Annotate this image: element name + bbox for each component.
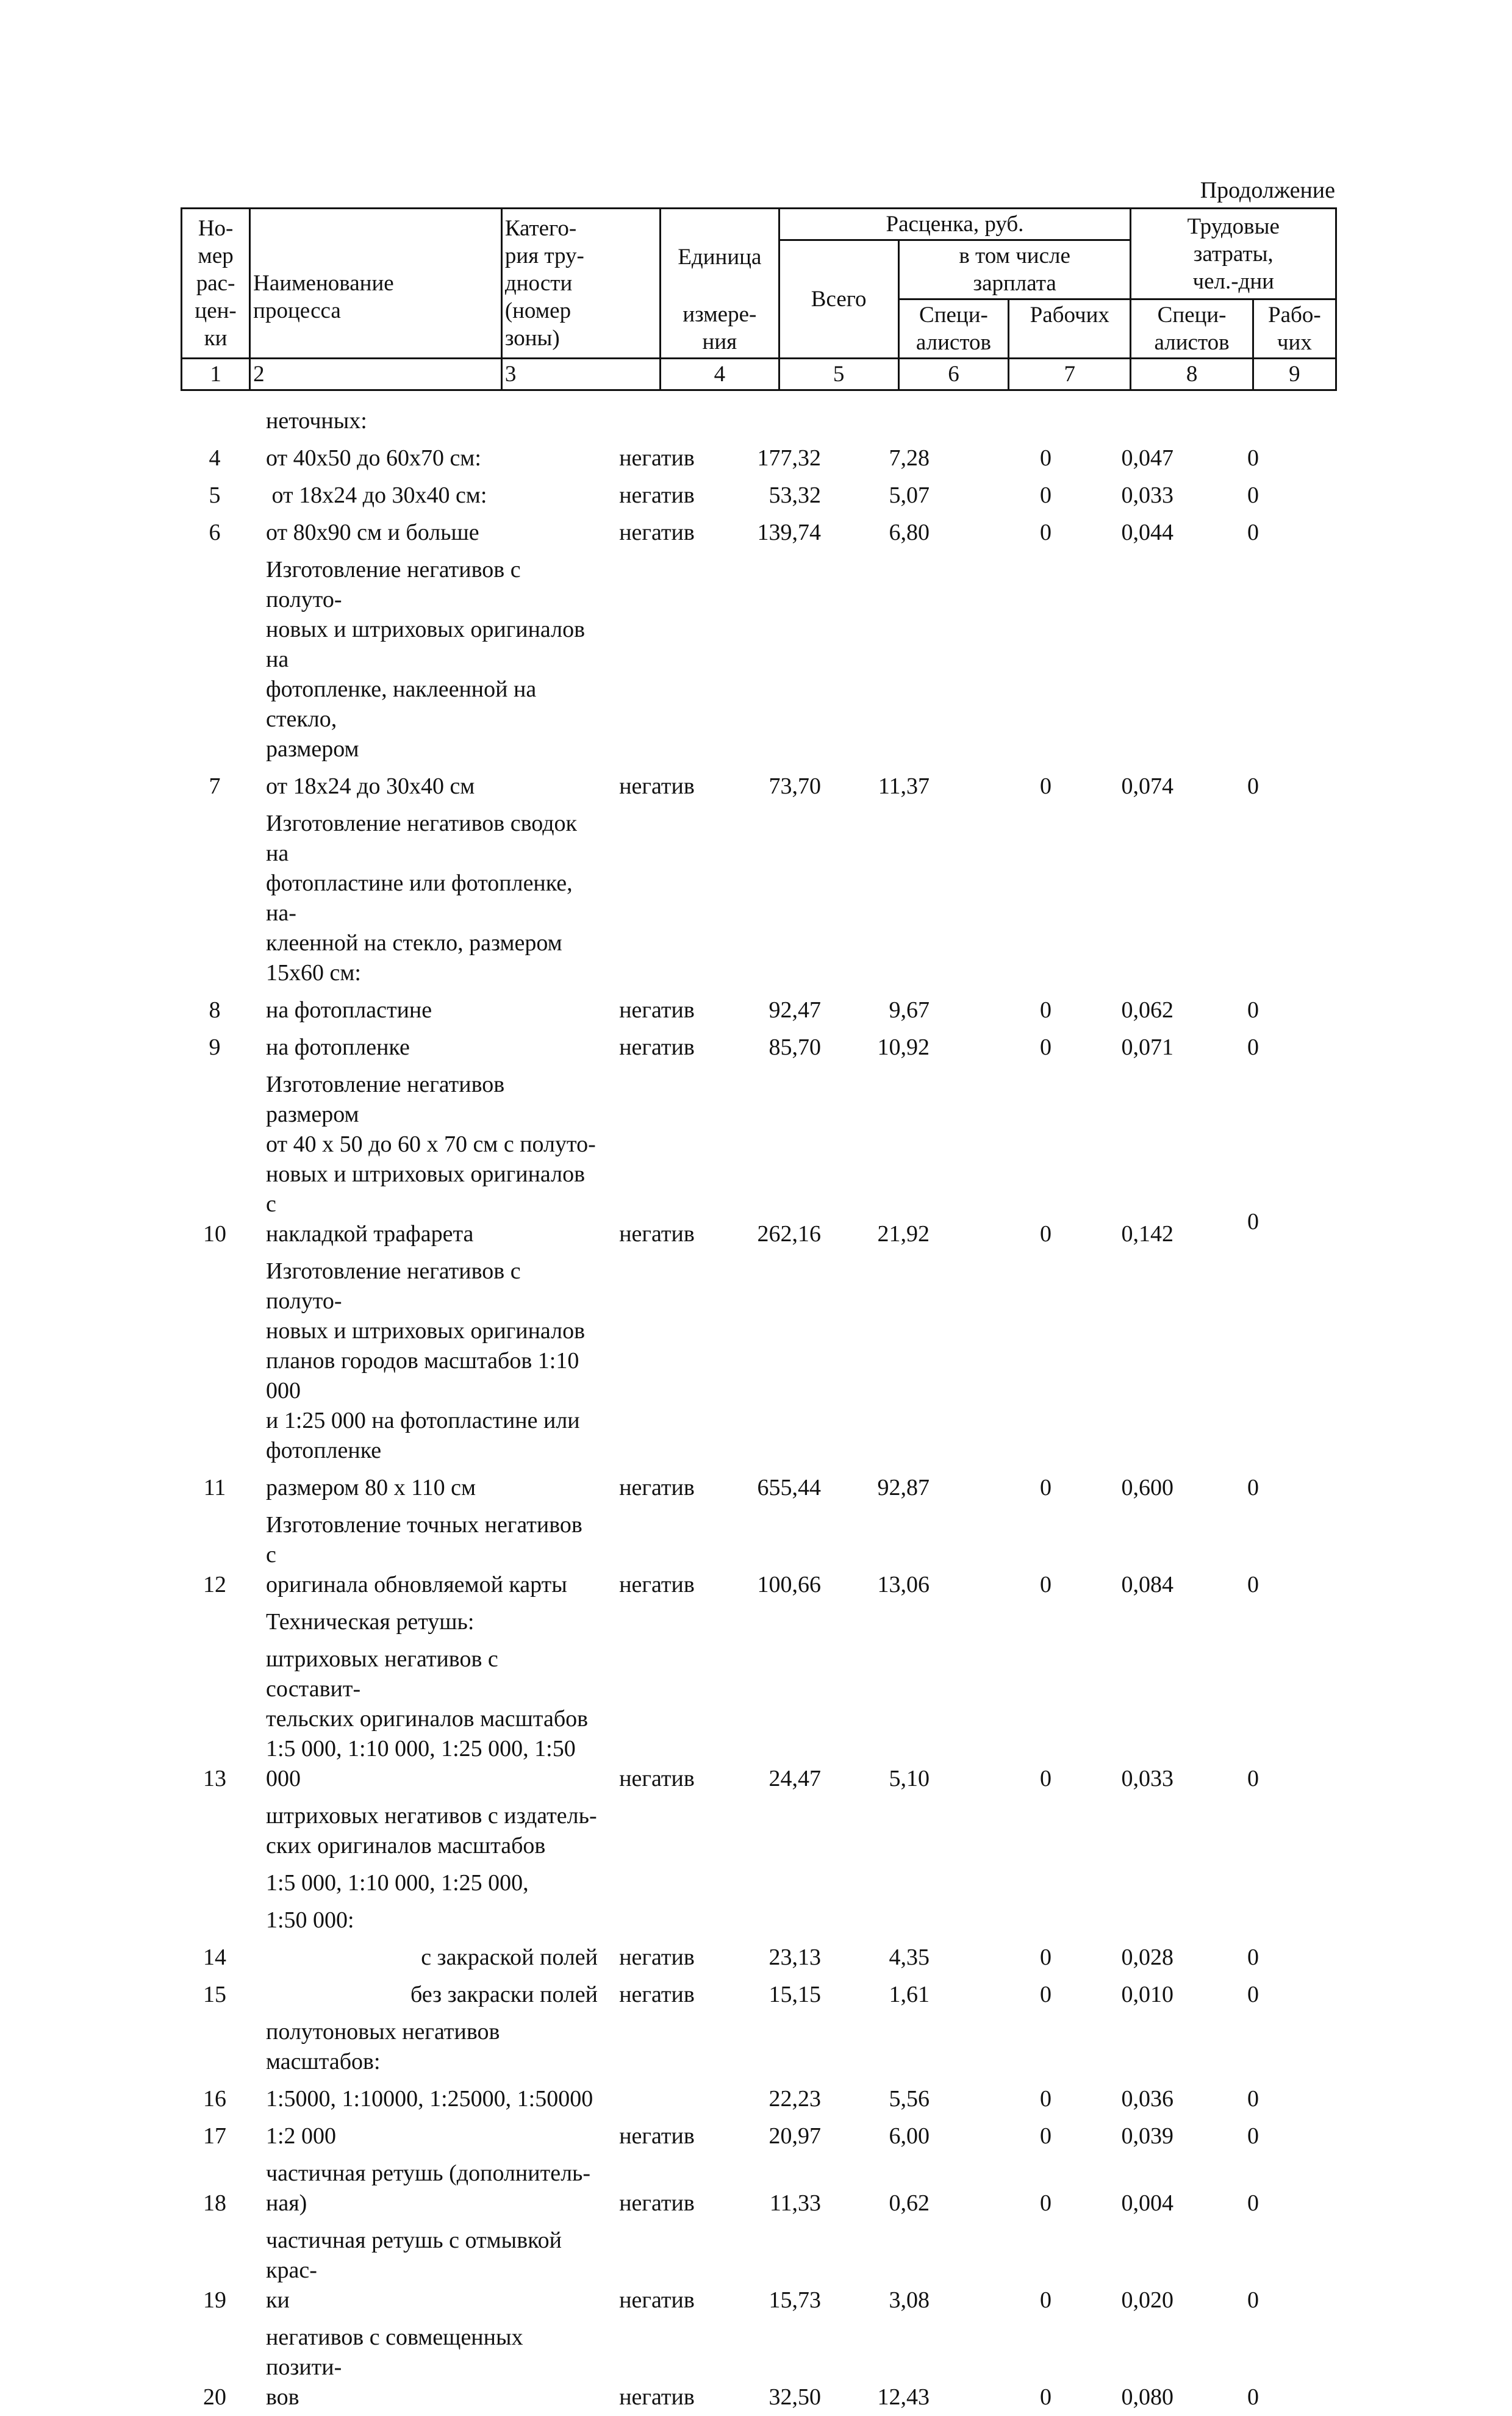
row-number: 13 [203,1766,226,1791]
continuation-label: Продолжение [1200,177,1335,203]
table-row [181,477,1337,514]
table-row [181,1641,1337,1798]
header-numbers-row: 1 2 3 4 5 6 7 8 9 [182,359,1336,390]
row-number: 7 [209,773,221,799]
header-col-number: Но- мер рас- цен- ки [182,209,250,359]
table-row [181,440,1337,477]
row-labor-spec: 0,036 [1121,2086,1173,2112]
row-name: на фотопленке [266,1034,410,1060]
row-labor-workers: 0 [1247,1766,1259,1791]
row-name: от 18х24 до 30х40 см [266,773,475,799]
table-row [181,2319,1337,2416]
row-number: 10 [203,1221,226,1247]
row-labor-spec: 0,062 [1121,997,1173,1023]
row-total: 24,47 [769,1766,821,1791]
header-col-unit-bottom: измере- ния [661,299,779,359]
row-spec-salary: 5,07 [889,482,930,508]
row-labor-spec: 0,071 [1121,1034,1173,1060]
row-workers-salary: 0 [1040,1221,1052,1247]
row-number: 5 [209,482,221,508]
table-body [181,403,1337,2416]
table-row [181,2155,1337,2222]
row-unit: негатив [619,2384,695,2410]
row-workers-salary: 0 [1040,2190,1052,2216]
row-labor-spec: 0,033 [1121,1766,1173,1791]
table-row [181,2081,1337,2118]
row-workers-salary: 0 [1040,445,1052,471]
row-total: 100,66 [757,1572,821,1597]
row-labor-spec: 0,074 [1121,773,1173,799]
row-name: полутоновых негативов масштабов: [266,2019,506,2074]
row-name: на фотопластине [266,997,432,1023]
row-labor-workers: 0 [1247,1475,1259,1500]
row-workers-salary: 0 [1040,2384,1052,2410]
row-number: 16 [203,2086,226,2112]
table-row [181,1902,1337,1939]
header-total: Всего [779,240,898,359]
table-row [181,768,1337,805]
row-workers-salary: 0 [1040,1766,1052,1791]
row-number: 15 [203,1982,226,2007]
row-workers-salary: 0 [1040,2287,1052,2313]
row-spec-salary: 11,37 [878,773,930,799]
row-spec-salary: 10,92 [877,1034,930,1060]
row-name: 1:5000, 1:10000, 1:25000, 1:50000 [266,2086,593,2112]
row-unit: негатив [619,482,695,508]
row-labor-workers: 0 [1247,520,1259,545]
row-unit: негатив [619,1475,695,1500]
row-labor-workers: 0 [1247,1572,1259,1597]
row-total: 15,15 [769,1982,821,2007]
row-unit: негатив [619,1221,695,1247]
row-unit: негатив [619,445,695,471]
row-total: 73,70 [769,773,821,799]
header-labor-specialists: Специ- алистов [1131,299,1253,359]
row-name: Изготовление негативов размером от 40 х 50 до 60 х 70 см с полуто- новых и штриховых оригиналов с накладкой трафарета [266,1072,596,1247]
row-number: 17 [203,2123,226,2149]
row-labor-workers: 0 [1247,2384,1259,2410]
row-labor-workers: 0 [1247,1209,1259,1235]
row-unit: негатив [619,1572,695,1597]
table-row [181,992,1337,1029]
row-total: 22,23 [769,2086,821,2112]
row-total: 177,32 [757,445,821,471]
row-spec-salary: 0,62 [889,2190,930,2216]
row-spec-salary: 6,00 [889,2123,930,2149]
row-labor-workers: 0 [1247,2086,1259,2112]
row-workers-salary: 0 [1040,482,1052,508]
table-row [181,1939,1337,1976]
row-workers-salary: 0 [1040,1945,1052,1970]
row-labor-workers: 0 [1247,2123,1259,2149]
row-unit: негатив [619,2123,695,2149]
row-unit: негатив [619,2190,695,2216]
row-name: неточных: [266,408,367,434]
header-labor-workers: Рабо- чих [1253,299,1336,359]
header-including-salary: в том числе зарплата [898,240,1131,299]
row-spec-salary: 12,43 [877,2384,930,2410]
row-spec-salary: 5,10 [889,1766,930,1791]
row-name: без закраски полей [410,1982,598,2007]
row-labor-spec: 0,033 [1121,482,1173,508]
row-labor-workers: 0 [1247,773,1259,799]
row-number: 12 [203,1572,226,1597]
table-row [181,1469,1337,1507]
row-name: частичная ретушь с отмывкой крас- ки [266,2228,562,2313]
row-spec-salary: 6,80 [889,520,930,545]
row-name: от 40х50 до 60х70 см: [266,445,481,471]
row-spec-salary: 13,06 [877,1572,930,1597]
row-name: 1:5 000, 1:10 000, 1:25 000, [266,1870,529,1896]
row-labor-workers: 0 [1247,445,1259,471]
row-total: 53,32 [769,482,821,508]
row-workers-salary: 0 [1040,520,1052,545]
row-total: 15,73 [769,2287,821,2313]
row-workers-salary: 0 [1040,997,1052,1023]
table-row [181,2013,1337,2081]
table-row [181,805,1337,992]
row-spec-salary: 4,35 [889,1945,930,1970]
row-workers-salary: 0 [1040,1572,1052,1597]
row-labor-spec: 0,020 [1121,2287,1173,2313]
row-labor-spec: 0,084 [1121,1572,1173,1597]
row-total: 92,47 [769,997,821,1023]
row-name: с закраской полей [421,1945,598,1970]
header-labor-group: Трудовые затраты, чел.-дни [1131,209,1336,299]
header-col-category: Катего- рия тру- дности (номер зоны) [501,209,660,359]
header-rate-workers: Рабочих [1009,299,1131,359]
row-workers-salary: 0 [1040,1475,1052,1500]
row-unit: негатив [619,1982,695,2007]
row-workers-salary: 0 [1040,2123,1052,2149]
row-labor-spec: 0,142 [1121,1221,1173,1247]
row-labor-spec: 0,080 [1121,2384,1173,2410]
row-unit: негатив [619,2287,695,2313]
row-unit: негатив [619,520,695,545]
table-row [181,514,1337,551]
row-name: Изготовление негативов с полуто- новых и штриховых оригиналов планов городов масштабов 1:10 000 и 1:25 000 на фотопластине или фотопленке [266,1258,586,1463]
row-unit: негатив [619,1034,695,1060]
table-row [181,1604,1337,1641]
row-name: Техническая ретушь: [266,1609,475,1635]
row-spec-salary: 7,28 [889,445,930,471]
table-row [181,1798,1337,1865]
row-workers-salary: 0 [1040,1034,1052,1060]
row-labor-spec: 0,010 [1121,1982,1173,2007]
header-rate-group: Расценка, руб. [779,209,1131,240]
row-labor-spec: 0,039 [1121,2123,1173,2149]
row-name: 1:2 000 [266,2123,337,2149]
row-labor-workers: 0 [1247,1982,1259,2007]
row-workers-salary: 0 [1040,1982,1052,2007]
row-name: от 80х90 см и больше [266,520,479,545]
row-unit: негатив [619,1945,695,1970]
row-workers-salary: 0 [1040,773,1052,799]
row-name: частичная ретушь (дополнитель- ная) [266,2160,591,2216]
row-spec-salary: 5,56 [889,2086,930,2112]
table-row [181,1976,1337,2013]
header-col-unit-top: Единица [661,209,779,299]
row-name: штриховых негативов с составит- тельских оригиналов масштабов 1:5 000, 1:10 000, 1:25 000, 1:50 000 [266,1646,589,1791]
table-row [181,1507,1337,1604]
row-spec-salary: 92,87 [877,1475,930,1500]
row-spec-salary: 9,67 [889,997,930,1023]
table-row [181,1029,1337,1066]
row-name: 1:50 000: [266,1907,354,1933]
row-total: 32,50 [769,2384,821,2410]
row-number: 19 [203,2287,226,2313]
row-labor-workers: 0 [1247,1945,1259,1970]
table-row [181,403,1337,440]
row-total: 655,44 [757,1475,821,1500]
row-unit: негатив [619,773,695,799]
row-number: 18 [203,2190,226,2216]
row-unit: негатив [619,997,695,1023]
row-total: 20,97 [769,2123,821,2149]
row-number: 9 [209,1034,221,1060]
row-total: 23,13 [769,1945,821,1970]
row-workers-salary: 0 [1040,2086,1052,2112]
row-labor-spec: 0,047 [1121,445,1173,471]
row-total: 262,16 [757,1221,821,1247]
row-labor-workers: 0 [1247,1034,1259,1060]
row-spec-salary: 3,08 [889,2287,930,2313]
table-row [181,2222,1337,2319]
row-name: от 18х24 до 30х40 см: [266,482,487,508]
row-labor-spec: 0,028 [1121,1945,1173,1970]
row-labor-workers: 0 [1247,2287,1259,2313]
row-name: размером 80 х 110 см [266,1475,476,1500]
row-total: 11,33 [769,2190,821,2216]
row-name: Изготовление негативов сводок на фотопластине или фотопленке, на- клеенной на стекло, размером 15х60 см: [266,811,577,986]
row-name: Изготовление негативов с полуто- новых и штриховых оригиналов на фотопленке, наклеенной на стекло, размером [266,557,586,762]
row-number: 20 [203,2384,226,2410]
row-labor-spec: 0,004 [1121,2190,1173,2216]
row-name: Изготовление точных негативов с оригинала обновляемой карты [266,1512,582,1597]
row-name: негативов с совмещенных позити- вов [266,2325,523,2410]
row-unit: негатив [619,1766,695,1791]
row-name: штриховых негативов с издатель- ских оригиналов масштабов [266,1803,597,1859]
row-spec-salary: 1,61 [889,1982,930,2007]
table-row [181,551,1337,768]
row-total: 85,70 [769,1034,821,1060]
row-number: 14 [203,1945,226,1970]
table-header [181,207,1337,391]
row-labor-spec: 0,044 [1121,520,1173,545]
row-labor-workers: 0 [1247,482,1259,508]
table-row [181,1865,1337,1902]
header-rate-specialists: Специ- алистов [898,299,1008,359]
header-col-name: Наименование процесса [250,209,502,359]
table-row [181,1066,1337,1253]
row-labor-spec: 0,600 [1121,1475,1173,1500]
row-number: 4 [209,445,221,471]
row-labor-workers: 0 [1247,997,1259,1023]
row-number: 6 [209,520,221,545]
table-row [181,1253,1337,1469]
row-labor-workers: 0 [1247,2190,1259,2216]
row-number: 11 [203,1475,226,1500]
row-number: 8 [209,997,221,1023]
row-total: 139,74 [757,520,821,545]
table-row [181,2118,1337,2155]
row-spec-salary: 21,92 [877,1221,930,1247]
